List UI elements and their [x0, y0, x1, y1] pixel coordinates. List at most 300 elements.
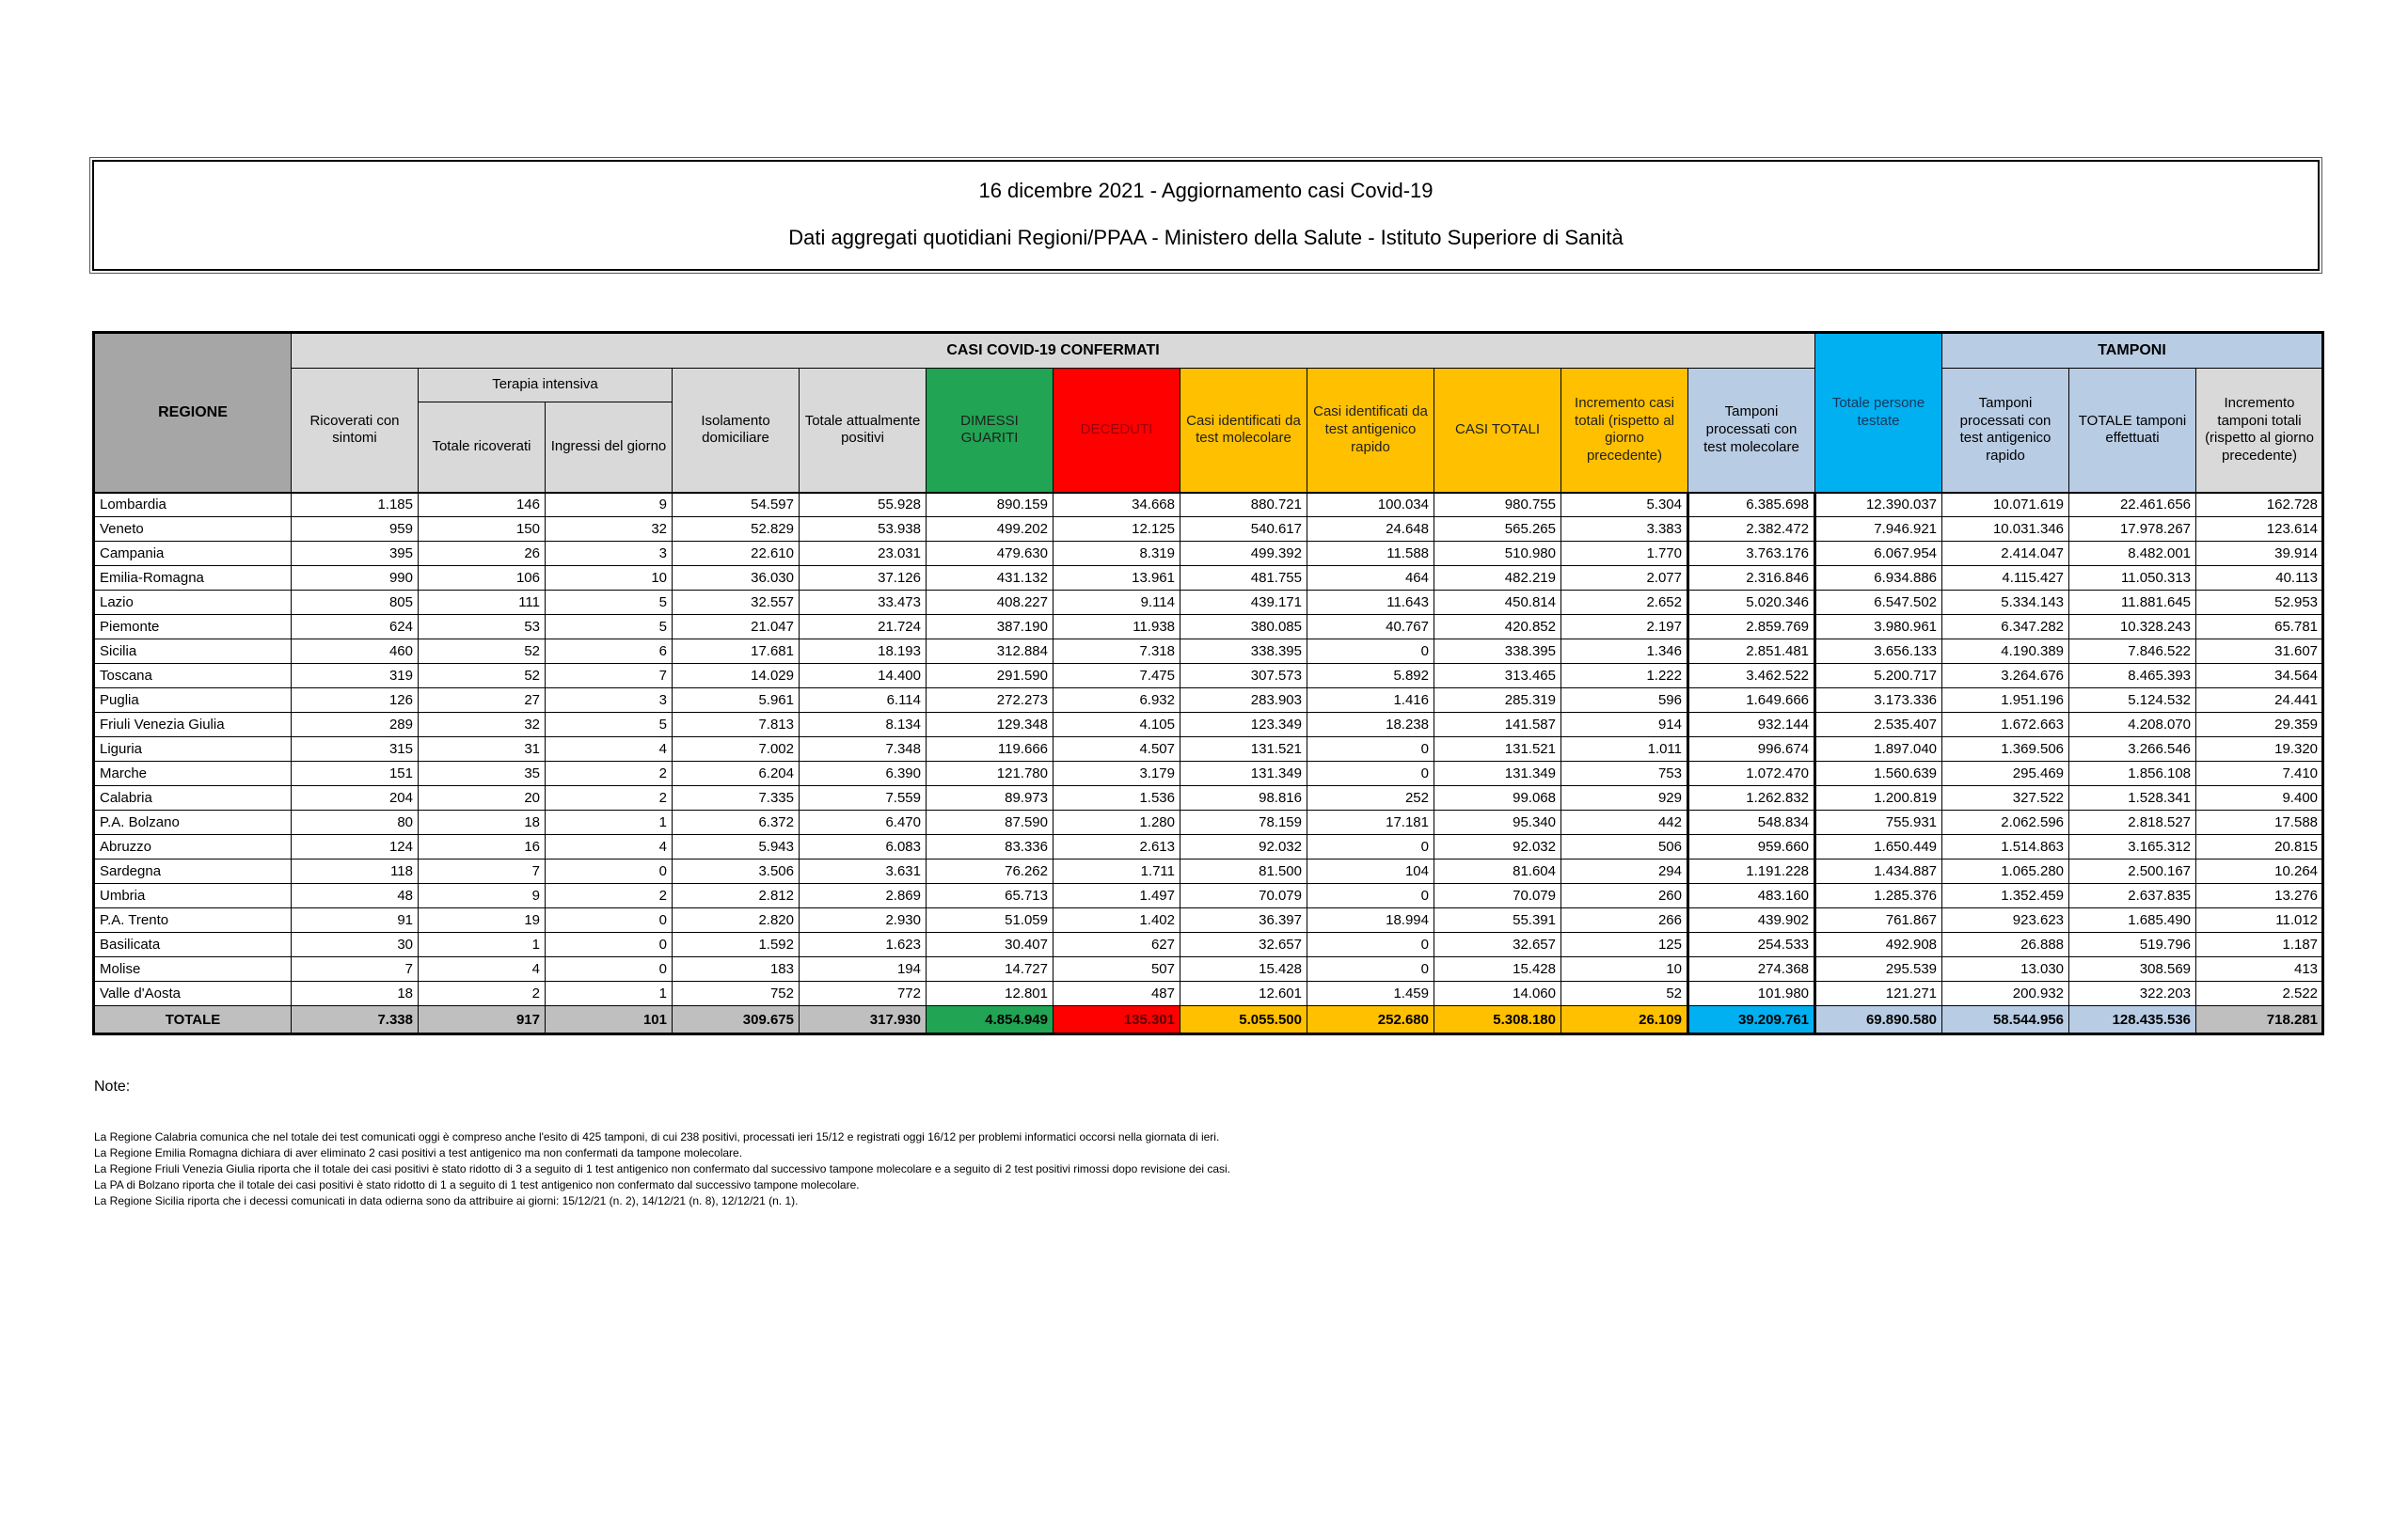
value-cell: 21.047: [673, 615, 800, 639]
value-cell: 129.348: [927, 713, 1054, 737]
value-cell: 1.497: [1054, 884, 1180, 908]
value-cell: 1.280: [1054, 811, 1180, 835]
value-cell: 420.852: [1434, 615, 1561, 639]
value-cell: 3.506: [673, 860, 800, 884]
table-row: [94, 811, 2323, 835]
value-cell: 200.932: [1942, 982, 2069, 1006]
value-cell: 387.190: [927, 615, 1054, 639]
value-cell: 126: [292, 688, 419, 713]
value-cell: 6.372: [673, 811, 800, 835]
value-cell: 408.227: [927, 591, 1054, 615]
value-cell: 91: [292, 908, 419, 933]
value-cell: 141.587: [1434, 713, 1561, 737]
value-cell: 55.928: [800, 493, 927, 517]
value-cell: 13.961: [1054, 566, 1180, 591]
value-cell: 8.319: [1054, 542, 1180, 566]
column-header-ingressi-del-giorno: Ingressi del giorno: [546, 402, 673, 493]
value-cell: 996.674: [1688, 737, 1815, 762]
value-cell: 16: [419, 835, 546, 860]
value-cell: 7.475: [1054, 664, 1180, 688]
region-name-cell: Toscana: [94, 664, 292, 688]
value-cell: 31: [419, 737, 546, 762]
value-cell: 510.980: [1434, 542, 1561, 566]
value-cell: 7.335: [673, 786, 800, 811]
value-cell: 123.349: [1180, 713, 1307, 737]
value-cell: 52.953: [2196, 591, 2323, 615]
value-cell: 1.459: [1307, 982, 1434, 1006]
region-name-cell: Puglia: [94, 688, 292, 713]
value-cell: 487: [1054, 982, 1180, 1006]
value-cell: 295.539: [1815, 957, 1942, 982]
value-cell: 48: [292, 884, 419, 908]
value-cell: 1.222: [1561, 664, 1688, 688]
column-header-casi-totali: CASI TOTALI: [1434, 369, 1561, 493]
value-cell: 2: [546, 762, 673, 786]
covid-data-table: [92, 331, 2324, 1035]
region-name-cell: Liguria: [94, 737, 292, 762]
region-name-cell: Basilicata: [94, 933, 292, 957]
value-cell: 27: [419, 688, 546, 713]
value-cell: 14.727: [927, 957, 1054, 982]
value-cell: 2.197: [1561, 615, 1688, 639]
value-cell: 9: [419, 884, 546, 908]
value-cell: 55.391: [1434, 908, 1561, 933]
value-cell: 5.304: [1561, 493, 1688, 517]
value-cell: 51.059: [927, 908, 1054, 933]
totale-label-cell: TOTALE: [94, 1006, 292, 1034]
value-cell: 26.888: [1942, 933, 2069, 957]
value-cell: 761.867: [1815, 908, 1942, 933]
value-cell: 12.801: [927, 982, 1054, 1006]
value-cell: 111: [419, 591, 546, 615]
table-row: [94, 615, 2323, 639]
value-cell: 5.124.532: [2069, 688, 2196, 713]
value-cell: 118: [292, 860, 419, 884]
page: [0, 160, 2408, 1514]
value-cell: 12.125: [1054, 517, 1180, 542]
value-cell: 1.623: [800, 933, 927, 957]
value-cell: 121.780: [927, 762, 1054, 786]
value-cell: 319: [292, 664, 419, 688]
table-row: [94, 591, 2323, 615]
value-cell: 283.903: [1180, 688, 1307, 713]
region-name-cell: Veneto: [94, 517, 292, 542]
region-name-cell: Sardegna: [94, 860, 292, 884]
value-cell: 35: [419, 762, 546, 786]
region-name-cell: Abruzzo: [94, 835, 292, 860]
value-cell: 285.319: [1434, 688, 1561, 713]
table-row: [94, 542, 2323, 566]
value-cell: 6.390: [800, 762, 927, 786]
value-cell: 0: [546, 933, 673, 957]
value-cell: 1.191.228: [1688, 860, 1815, 884]
value-cell: 162.728: [2196, 493, 2323, 517]
value-cell: 439.171: [1180, 591, 1307, 615]
value-cell: 1.685.490: [2069, 908, 2196, 933]
value-cell: 439.902: [1688, 908, 1815, 933]
value-cell: 11.588: [1307, 542, 1434, 566]
value-cell: 1.672.663: [1942, 713, 2069, 737]
value-cell: 980.755: [1434, 493, 1561, 517]
value-cell: 450.814: [1434, 591, 1561, 615]
group-header-terapia-intensiva: Terapia intensiva: [419, 369, 673, 402]
value-cell: 1.711: [1054, 860, 1180, 884]
value-cell: 22.610: [673, 542, 800, 566]
value-cell: 1.072.470: [1688, 762, 1815, 786]
value-cell: 959: [292, 517, 419, 542]
value-cell: 99.068: [1434, 786, 1561, 811]
column-header-deceduti: DECEDUTI: [1054, 369, 1180, 493]
value-cell: 2.316.846: [1688, 566, 1815, 591]
value-cell: 499.392: [1180, 542, 1307, 566]
value-cell: 76.262: [927, 860, 1054, 884]
region-name-cell: P.A. Bolzano: [94, 811, 292, 835]
value-cell: 11.643: [1307, 591, 1434, 615]
value-cell: 3: [546, 688, 673, 713]
value-cell: 519.796: [2069, 933, 2196, 957]
value-cell: 2.652: [1561, 591, 1688, 615]
value-cell: 1.560.639: [1815, 762, 1942, 786]
value-cell: 3.266.546: [2069, 737, 2196, 762]
value-cell: 6.547.502: [1815, 591, 1942, 615]
value-cell: 0: [1307, 835, 1434, 860]
value-cell: 929: [1561, 786, 1688, 811]
value-cell: 119.666: [927, 737, 1054, 762]
value-cell: 78.159: [1180, 811, 1307, 835]
value-cell: 1.402: [1054, 908, 1180, 933]
value-cell: 3.656.133: [1815, 639, 1942, 664]
value-cell: 1.200.819: [1815, 786, 1942, 811]
value-cell: 4.208.070: [2069, 713, 2196, 737]
value-cell: 506: [1561, 835, 1688, 860]
value-cell: 395: [292, 542, 419, 566]
value-cell: 101: [546, 1006, 673, 1034]
value-cell: 308.569: [2069, 957, 2196, 982]
value-cell: 932.144: [1688, 713, 1815, 737]
value-cell: 2.613: [1054, 835, 1180, 860]
column-header-casi-test-antigenico: Casi identificati da test antigenico rapido: [1307, 369, 1434, 493]
value-cell: 5.943: [673, 835, 800, 860]
value-cell: 1: [546, 982, 673, 1006]
title-box: [92, 160, 2320, 271]
value-cell: 266: [1561, 908, 1688, 933]
value-cell: 8.465.393: [2069, 664, 2196, 688]
value-cell: 322.203: [2069, 982, 2196, 1006]
value-cell: 3.631: [800, 860, 927, 884]
value-cell: 1.369.506: [1942, 737, 2069, 762]
value-cell: 20: [419, 786, 546, 811]
value-cell: 10: [1561, 957, 1688, 982]
value-cell: 36.397: [1180, 908, 1307, 933]
value-cell: 1: [419, 933, 546, 957]
value-cell: 6.934.886: [1815, 566, 1942, 591]
value-cell: 2.382.472: [1688, 517, 1815, 542]
value-cell: 338.395: [1434, 639, 1561, 664]
value-cell: 19: [419, 908, 546, 933]
value-cell: 1.592: [673, 933, 800, 957]
value-cell: 2.930: [800, 908, 927, 933]
table-row: [94, 493, 2323, 517]
value-cell: 1: [546, 811, 673, 835]
value-cell: 17.588: [2196, 811, 2323, 835]
value-cell: 6.385.698: [1688, 493, 1815, 517]
value-cell: 12.601: [1180, 982, 1307, 1006]
value-cell: 18: [419, 811, 546, 835]
value-cell: 1.352.459: [1942, 884, 2069, 908]
value-cell: 89.973: [927, 786, 1054, 811]
value-cell: 7.002: [673, 737, 800, 762]
value-cell: 146: [419, 493, 546, 517]
value-cell: 0: [546, 860, 673, 884]
table-row: [94, 786, 2323, 811]
value-cell: 92.032: [1180, 835, 1307, 860]
table-row: [94, 884, 2323, 908]
value-cell: 327.522: [1942, 786, 2069, 811]
value-cell: 204: [292, 786, 419, 811]
value-cell: 7.338: [292, 1006, 419, 1034]
value-cell: 135.301: [1054, 1006, 1180, 1034]
value-cell: 923.623: [1942, 908, 2069, 933]
value-cell: 0: [1307, 639, 1434, 664]
region-name-cell: Piemonte: [94, 615, 292, 639]
value-cell: 4: [419, 957, 546, 982]
table-row: [94, 908, 2323, 933]
column-header-incremento-casi-totali: Incremento casi totali (rispetto al giorno precedente): [1561, 369, 1688, 493]
value-cell: 4.115.427: [1942, 566, 2069, 591]
value-cell: 10.031.346: [1942, 517, 2069, 542]
value-cell: 83.336: [927, 835, 1054, 860]
value-cell: 18.994: [1307, 908, 1434, 933]
value-cell: 2: [546, 884, 673, 908]
value-cell: 752: [673, 982, 800, 1006]
value-cell: 1.951.196: [1942, 688, 2069, 713]
value-cell: 33.473: [800, 591, 927, 615]
table-row: [94, 688, 2323, 713]
value-cell: 1.416: [1307, 688, 1434, 713]
value-cell: 6.204: [673, 762, 800, 786]
value-cell: 17.978.267: [2069, 517, 2196, 542]
value-cell: 29.359: [2196, 713, 2323, 737]
value-cell: 1.185: [292, 493, 419, 517]
value-cell: 6.470: [800, 811, 927, 835]
value-cell: 26: [419, 542, 546, 566]
value-cell: 80: [292, 811, 419, 835]
value-cell: 10.071.619: [1942, 493, 2069, 517]
value-cell: 2.820: [673, 908, 800, 933]
value-cell: 30: [292, 933, 419, 957]
value-cell: 317.930: [800, 1006, 927, 1034]
value-cell: 194: [800, 957, 927, 982]
value-cell: 6.932: [1054, 688, 1180, 713]
value-cell: 3.179: [1054, 762, 1180, 786]
value-cell: 492.908: [1815, 933, 1942, 957]
notes-section: [94, 1079, 2408, 1209]
value-cell: 3.383: [1561, 517, 1688, 542]
group-header-tamponi: TAMPONI: [1942, 333, 2323, 369]
value-cell: 19.320: [2196, 737, 2323, 762]
value-cell: 260: [1561, 884, 1688, 908]
value-cell: 890.159: [927, 493, 1054, 517]
value-cell: 10: [546, 566, 673, 591]
value-cell: 32: [419, 713, 546, 737]
value-cell: 2.818.527: [2069, 811, 2196, 835]
value-cell: 5.020.346: [1688, 591, 1815, 615]
value-cell: 2.414.047: [1942, 542, 2069, 566]
value-cell: 3.763.176: [1688, 542, 1815, 566]
value-cell: 548.834: [1688, 811, 1815, 835]
value-cell: 1.897.040: [1815, 737, 1942, 762]
value-cell: 20.815: [2196, 835, 2323, 860]
value-cell: 9: [546, 493, 673, 517]
column-header-totale-persone-testate: Totale persone testate: [1815, 333, 1942, 493]
column-header-ricoverati-con-sintomi: Ricoverati con sintomi: [292, 369, 419, 493]
value-cell: 3.980.961: [1815, 615, 1942, 639]
value-cell: 4.507: [1054, 737, 1180, 762]
value-cell: 479.630: [927, 542, 1054, 566]
value-cell: 1.434.887: [1815, 860, 1942, 884]
value-cell: 1.285.376: [1815, 884, 1942, 908]
table-row: [94, 664, 2323, 688]
value-cell: 24.648: [1307, 517, 1434, 542]
value-cell: 24.441: [2196, 688, 2323, 713]
value-cell: 32.557: [673, 591, 800, 615]
value-cell: 13.030: [1942, 957, 2069, 982]
value-cell: 272.273: [927, 688, 1054, 713]
column-header-dimessi-guariti: DIMESSI GUARITI: [927, 369, 1054, 493]
value-cell: 507: [1054, 957, 1180, 982]
value-cell: 15.428: [1434, 957, 1561, 982]
table-row: [94, 762, 2323, 786]
value-cell: 2.812: [673, 884, 800, 908]
value-cell: 5.961: [673, 688, 800, 713]
value-cell: 252.680: [1307, 1006, 1434, 1034]
value-cell: 70.079: [1180, 884, 1307, 908]
value-cell: 34.668: [1054, 493, 1180, 517]
value-cell: 4: [546, 835, 673, 860]
value-cell: 295.469: [1942, 762, 2069, 786]
value-cell: 6.114: [800, 688, 927, 713]
value-cell: 0: [1307, 762, 1434, 786]
report-subtitle: Dati aggregati quotidiani Regioni/PPAA - Ministero della Salute - Istituto Superiore di Sanità: [788, 226, 1624, 249]
value-cell: 17.681: [673, 639, 800, 664]
value-cell: 37.126: [800, 566, 927, 591]
region-name-cell: Valle d'Aosta: [94, 982, 292, 1006]
region-name-cell: Marche: [94, 762, 292, 786]
table-body: [94, 493, 2323, 1034]
value-cell: 565.265: [1434, 517, 1561, 542]
region-name-cell: Lazio: [94, 591, 292, 615]
value-cell: 106: [419, 566, 546, 591]
value-cell: 98.816: [1180, 786, 1307, 811]
region-name-cell: Friuli Venezia Giulia: [94, 713, 292, 737]
value-cell: 18.238: [1307, 713, 1434, 737]
value-cell: 6.347.282: [1942, 615, 2069, 639]
value-cell: 413: [2196, 957, 2323, 982]
column-header-totale-attualmente-positivi: Totale attualmente positivi: [800, 369, 927, 493]
value-cell: 5.200.717: [1815, 664, 1942, 688]
value-cell: 131.349: [1180, 762, 1307, 786]
value-cell: 0: [1307, 933, 1434, 957]
value-cell: 12.390.037: [1815, 493, 1942, 517]
value-cell: 338.395: [1180, 639, 1307, 664]
value-cell: 252: [1307, 786, 1434, 811]
value-cell: 442: [1561, 811, 1688, 835]
notes-list: [94, 1129, 2408, 1209]
value-cell: 6.067.954: [1815, 542, 1942, 566]
notes-heading: Note:: [94, 1079, 131, 1095]
value-cell: 1.536: [1054, 786, 1180, 811]
value-cell: 26.109: [1561, 1006, 1688, 1034]
value-cell: 7.813: [673, 713, 800, 737]
table-row: [94, 566, 2323, 591]
value-cell: 9.400: [2196, 786, 2323, 811]
value-cell: 87.590: [927, 811, 1054, 835]
value-cell: 7: [292, 957, 419, 982]
value-cell: 482.219: [1434, 566, 1561, 591]
value-cell: 7.410: [2196, 762, 2323, 786]
value-cell: 627: [1054, 933, 1180, 957]
value-cell: 10.264: [2196, 860, 2323, 884]
table-row: [94, 639, 2323, 664]
table-row: [94, 835, 2323, 860]
value-cell: 2.637.835: [2069, 884, 2196, 908]
value-cell: 309.675: [673, 1006, 800, 1034]
value-cell: 18.193: [800, 639, 927, 664]
region-name-cell: Molise: [94, 957, 292, 982]
value-cell: 0: [1307, 884, 1434, 908]
column-header-tamponi-molecolare: Tamponi processati con test molecolare: [1688, 369, 1815, 493]
value-cell: 95.340: [1434, 811, 1561, 835]
value-cell: 291.590: [927, 664, 1054, 688]
value-cell: 499.202: [927, 517, 1054, 542]
value-cell: 0: [546, 908, 673, 933]
value-cell: 483.160: [1688, 884, 1815, 908]
value-cell: 1.262.832: [1688, 786, 1815, 811]
value-cell: 65.713: [927, 884, 1054, 908]
value-cell: 3.165.312: [2069, 835, 2196, 860]
value-cell: 1.011: [1561, 737, 1688, 762]
value-cell: 65.781: [2196, 615, 2323, 639]
value-cell: 2.851.481: [1688, 639, 1815, 664]
value-cell: 5.892: [1307, 664, 1434, 688]
value-cell: 10.328.243: [2069, 615, 2196, 639]
value-cell: 150: [419, 517, 546, 542]
column-header-casi-test-molecolare: Casi identificati da test molecolare: [1180, 369, 1307, 493]
value-cell: 4: [546, 737, 673, 762]
value-cell: 40.113: [2196, 566, 2323, 591]
value-cell: 312.884: [927, 639, 1054, 664]
table-row: [94, 737, 2323, 762]
value-cell: 151: [292, 762, 419, 786]
value-cell: 5: [546, 591, 673, 615]
value-cell: 464: [1307, 566, 1434, 591]
totale-row: [94, 1006, 2323, 1034]
value-cell: 7: [546, 664, 673, 688]
table-row: [94, 517, 2323, 542]
value-cell: 914: [1561, 713, 1688, 737]
value-cell: 31.607: [2196, 639, 2323, 664]
note-item: La Regione Sicilia riporta che i decessi comunicati in data odierna sono da attribuire ai giorni: 15/12/21 (n. 2), 14/12/21 (n. 8), 12/12/21 (n. 1).: [94, 1194, 799, 1207]
value-cell: 6: [546, 639, 673, 664]
value-cell: 7.946.921: [1815, 517, 1942, 542]
value-cell: 4.190.389: [1942, 639, 2069, 664]
value-cell: 540.617: [1180, 517, 1307, 542]
value-cell: 2.077: [1561, 566, 1688, 591]
value-cell: 32: [546, 517, 673, 542]
value-cell: 69.890.580: [1815, 1006, 1942, 1034]
value-cell: 53.938: [800, 517, 927, 542]
table-header: [94, 333, 2323, 493]
